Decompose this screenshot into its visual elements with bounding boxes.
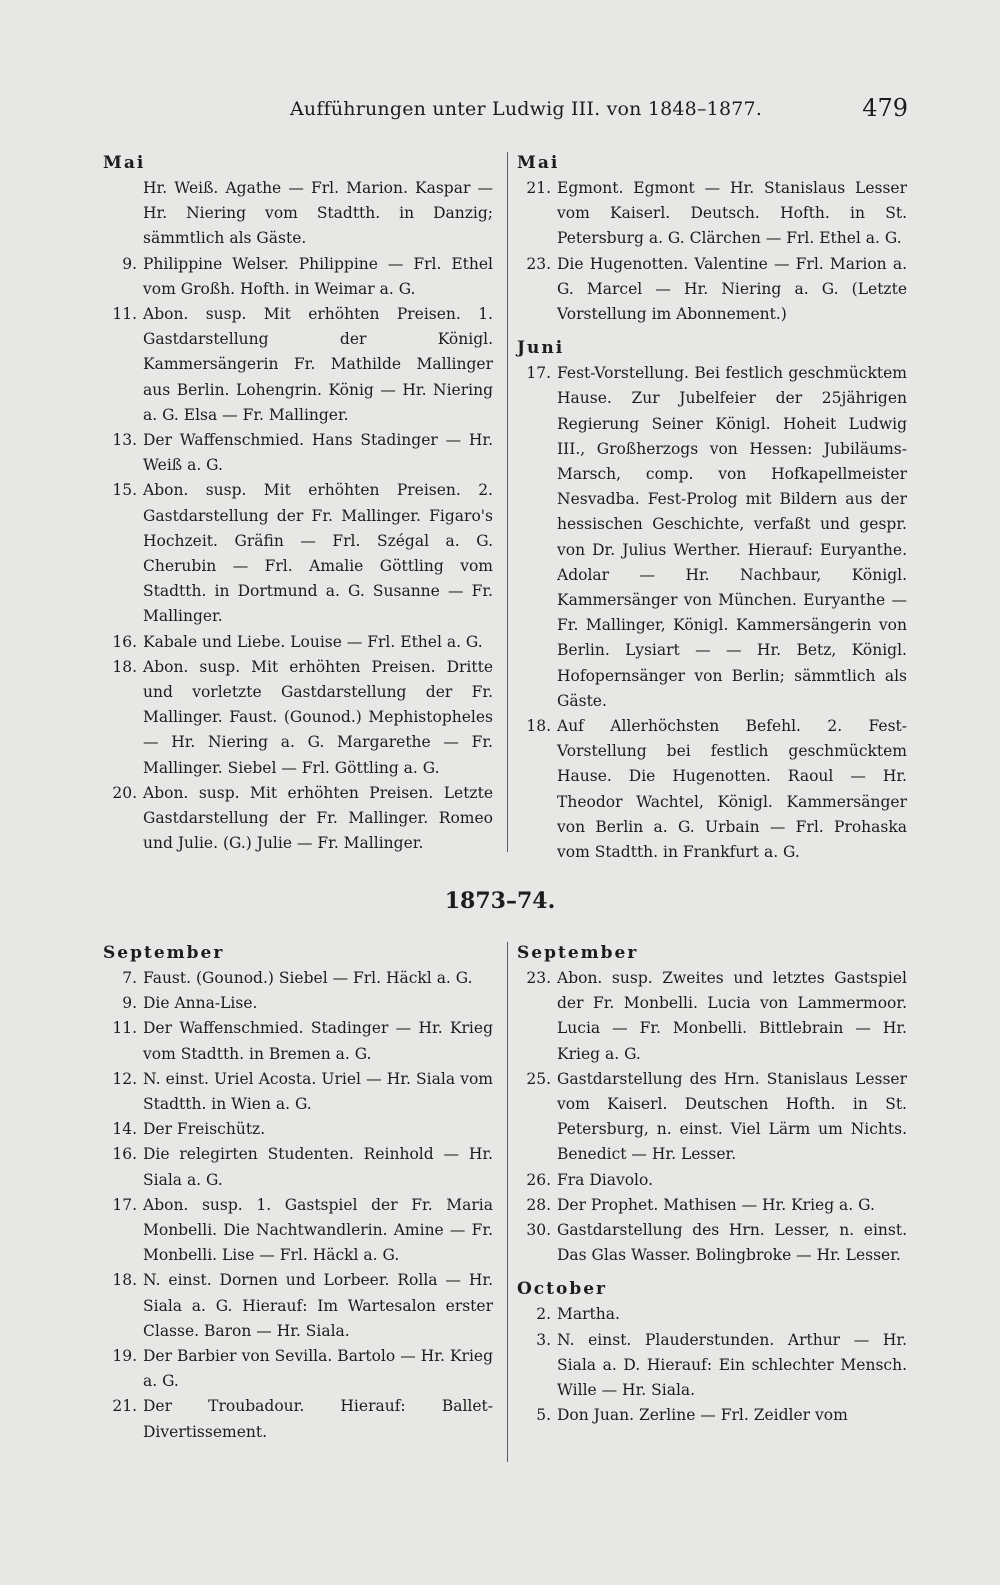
entry-date: 23.: [526, 254, 551, 273]
entry-text: Der Barbier von Sevilla. Bartolo — Hr. Krieg a. G.: [143, 1347, 493, 1391]
entry-text: Don Juan. Zerline — Frl. Zeidler vom: [557, 1406, 848, 1425]
entry-text: Martha.: [557, 1305, 620, 1324]
season-heading: 1873–74.: [444, 888, 556, 914]
entry-date: 14.: [112, 1120, 137, 1139]
entry-text: Die relegirten Studenten. Reinhold — Hr. Siala a. G.: [143, 1145, 493, 1189]
entry-date: [103, 176, 143, 252]
entry-text: Philippine Welser. Philippine — Frl. Ethel vom Großh. Hofth. in Weimar a. G.: [143, 254, 493, 298]
entry-text: Egmont. Egmont — Hr. Stanislaus Lesser vom Kaiserl. Deutsch. Hofth. in St. Petersburg a. G. Clärchen — Frl. Ethel a. G.: [557, 179, 907, 248]
entry: [103, 1394, 493, 1444]
entry-text: N. einst. Plauderstunden. Arthur — Hr. Siala a. D. Hierauf: Ein schlechter Mensch. Wille — Hr. Siala.: [557, 1330, 907, 1400]
entry-date: 26.: [526, 1170, 551, 1189]
entry: [103, 630, 493, 655]
entry-text: Gastdarstellung des Hrn. Lesser, n. einst. Das Glas Wasser. Bolingbroke — Hr. Lesser.: [557, 1221, 907, 1265]
entry-text: Fest-Vorstellung. Bei festlich geschmücktem Hause. Zur Jubelfeier der 25jährigen Regierung Seiner Königl. Hoheit Ludwig III., Großherzogs von Hessen: Jubiläums-Marsch, comp. von Hofkapellmeister Nesvadba. Fest-Prolog mit Bildern aus der hessischen Geschichte, verfaßt und gespr. von Dr. Julius Werther. Hierauf: Euryanthe. Adolar — Hr. Nachbaur, Königl. Kammersänger von München. Euryanthe — Fr. Mallinger, Königl. Kammersängerin von Berlin. Lysiart — — Hr. Betz, Königl. Hofopernsänger von Berlin; sämmtlich als Gäste.: [557, 364, 907, 710]
entry: [103, 991, 493, 1016]
entry-text: Die Anna-Lise.: [143, 994, 258, 1013]
entry-date: 16.: [112, 1145, 137, 1164]
entry-date: 12.: [112, 1069, 137, 1088]
column-divider: [507, 942, 508, 1462]
entry-date: 18.: [112, 657, 137, 676]
entry: [103, 1344, 493, 1394]
entry-text: Kabale und Liebe. Louise — Frl. Ethel a. G.: [143, 632, 483, 651]
entry-text: Der Waffenschmied. Stadinger — Hr. Krieg vom Stadtth. in Bremen a. G.: [143, 1019, 493, 1063]
month-heading: Juni: [517, 338, 565, 359]
entry-text: Die Hugenotten. Valentine — Frl. Marion a. G. Marcel — Hr. Niering a. G. (Letzte Vorstellung im Abonnement.): [557, 254, 907, 324]
entry-date: 17.: [112, 1195, 137, 1214]
running-header: [0, 94, 1000, 134]
entry: [517, 1302, 907, 1327]
entry-date: 15.: [112, 481, 137, 500]
entry: [103, 655, 493, 781]
entry: [517, 1168, 907, 1193]
entry-date: 19.: [112, 1347, 137, 1366]
entry-date: 17.: [526, 364, 551, 383]
entry-text: Gastdarstellung des Hrn. Stanislaus Lesser vom Kaiserl. Deutschen Hofth. in St. Petersburg, n. einst. Viel Lärm um Nichts. Benedict — Hr. Lesser.: [557, 1069, 907, 1164]
entry: [103, 478, 493, 629]
entry-text: Hr. Weiß. Agathe — Frl. Marion. Kaspar — Hr. Niering vom Stadtth. in Danzig; sämmtlich als Gäste.: [143, 179, 493, 248]
month-heading: October: [517, 1279, 608, 1300]
entry-date: 18.: [112, 1271, 137, 1290]
entry-text: Der Prophet. Mathisen — Hr. Krieg a. G.: [557, 1195, 875, 1214]
entry: [103, 428, 493, 478]
page-number: 479: [862, 94, 908, 122]
entry-text: Fra Diavolo.: [557, 1170, 653, 1189]
entry: [517, 361, 907, 714]
entry-date: 16.: [112, 632, 137, 651]
entry-date: 20.: [112, 783, 137, 802]
month-heading: Mai: [103, 153, 146, 173]
entry: [517, 176, 907, 252]
entry: [517, 1403, 907, 1428]
entry-text: Abon. susp. Mit erhöhten Preisen. Letzte Gastdarstellung der Fr. Mallinger. Romeo und Julie. (G.) Julie — Fr. Mallinger.: [143, 783, 493, 853]
entry: [103, 1142, 493, 1192]
top-right-column: [517, 150, 907, 865]
month-heading: September: [103, 943, 225, 963]
month-heading: Mai: [517, 153, 560, 173]
entry-date: 3.: [536, 1330, 551, 1349]
entry-date: 5.: [536, 1406, 551, 1425]
entry-text: Faust. (Gounod.) Siebel — Frl. Häckl a. G.: [143, 969, 473, 987]
entry-date: 25.: [526, 1069, 551, 1088]
entry: [103, 1193, 493, 1269]
entry-text: Abon. susp. Zweites und letztes Gastspiel der Fr. Monbelli. Lucia von Lammermoor. Lucia — Fr. Monbelli. Bittlebrain — Hr. Krieg a. G.: [557, 969, 907, 1063]
month-heading: September: [517, 943, 639, 963]
entry-text: Auf Allerhöchsten Befehl. 2. Fest-Vorstellung bei festlich geschmücktem Hause. Die Hugenotten. Raoul — Hr. Theodor Wachtel, Königl. Kammersänger von Berlin a. G. Urbain — Frl. Prohaska vom Stadtth. in Frankfurt a. G.: [557, 717, 907, 862]
entry-date: 9.: [122, 254, 137, 273]
column-divider: [507, 152, 508, 852]
entry-date: 2.: [536, 1305, 551, 1324]
entry-date: 11.: [112, 1019, 137, 1038]
entry-date: 21.: [526, 179, 551, 197]
entry-date: 30.: [526, 1221, 551, 1240]
entry: [103, 252, 493, 302]
entry: [103, 781, 493, 857]
entry-date: 23.: [526, 969, 551, 987]
entry-text: Abon. susp. Mit erhöhten Preisen. 2. Gastdarstellung der Fr. Mallinger. Figaro's Hochzeit. Gräfin — Frl. Szégal a. G. Cherubin — Frl. Amalie Göttling vom Stadtth. in Dortmund a. G. Susanne — Fr. Mallinger.: [143, 481, 493, 626]
entry-date: 11.: [112, 305, 137, 324]
entry: [517, 1328, 907, 1404]
entry: [103, 966, 493, 991]
entry-text: N. einst. Uriel Acosta. Uriel — Hr. Siala vom Stadtth. in Wien a. G.: [143, 1069, 493, 1114]
entry-date: 18.: [526, 717, 551, 736]
entry-text: Der Freischütz.: [143, 1120, 266, 1139]
entry-text: Der Waffenschmied. Hans Stadinger — Hr. Weiß a. G.: [143, 431, 493, 475]
top-left-column: [103, 150, 493, 856]
entry-date: 13.: [112, 431, 137, 450]
bottom-left-column: [103, 940, 493, 1445]
entry: [517, 252, 907, 328]
entry-date: 9.: [122, 994, 137, 1013]
entry: [517, 1067, 907, 1168]
entry-text: Abon. susp. 1. Gastspiel der Fr. Maria Monbelli. Die Nachtwandlerin. Amine — Fr. Monbelli. Lise — Frl. Häckl a. G.: [143, 1195, 493, 1265]
entry: [103, 176, 493, 252]
entry: [103, 1268, 493, 1344]
entry-date: 21.: [112, 1397, 137, 1416]
entry-text: Abon. susp. Mit erhöhten Preisen. 1. Gastdarstellung der Königl. Kammersängerin Fr. Mathilde Mallinger aus Berlin. Lohengrin. König — Hr. Niering a. G. Elsa — Fr. Mallinger.: [143, 305, 493, 424]
entry: [517, 1193, 907, 1218]
entry-text: Abon. susp. Mit erhöhten Preisen. Dritte und vorletzte Gastdarstellung der Fr. Mallinger. Faust. (Gounod.) Mephistopheles — Hr. Niering a. G. Margarethe — Fr. Mallinger. Siebel — Frl. Göttling a. G.: [143, 657, 493, 777]
entry-text: N. einst. Dornen und Lorbeer. Rolla — Hr. Siala a. G. Hierauf: Im Wartesalon erster Classe. Baron — Hr. Siala.: [143, 1271, 493, 1340]
entry-date: 28.: [526, 1195, 551, 1214]
entry: [103, 1016, 493, 1066]
entry: [517, 966, 907, 1067]
entry-text: Der Troubadour. Hierauf: Ballet-Divertissement.: [143, 1397, 493, 1441]
entry: [517, 1218, 907, 1268]
running-title: Aufführungen unter Ludwig III. von 1848–1877.: [290, 98, 763, 120]
entry: [103, 302, 493, 428]
entry-date: 7.: [122, 969, 137, 987]
entry: [103, 1117, 493, 1142]
bottom-right-column: [517, 940, 907, 1428]
entry: [517, 714, 907, 865]
entry: [103, 1067, 493, 1117]
